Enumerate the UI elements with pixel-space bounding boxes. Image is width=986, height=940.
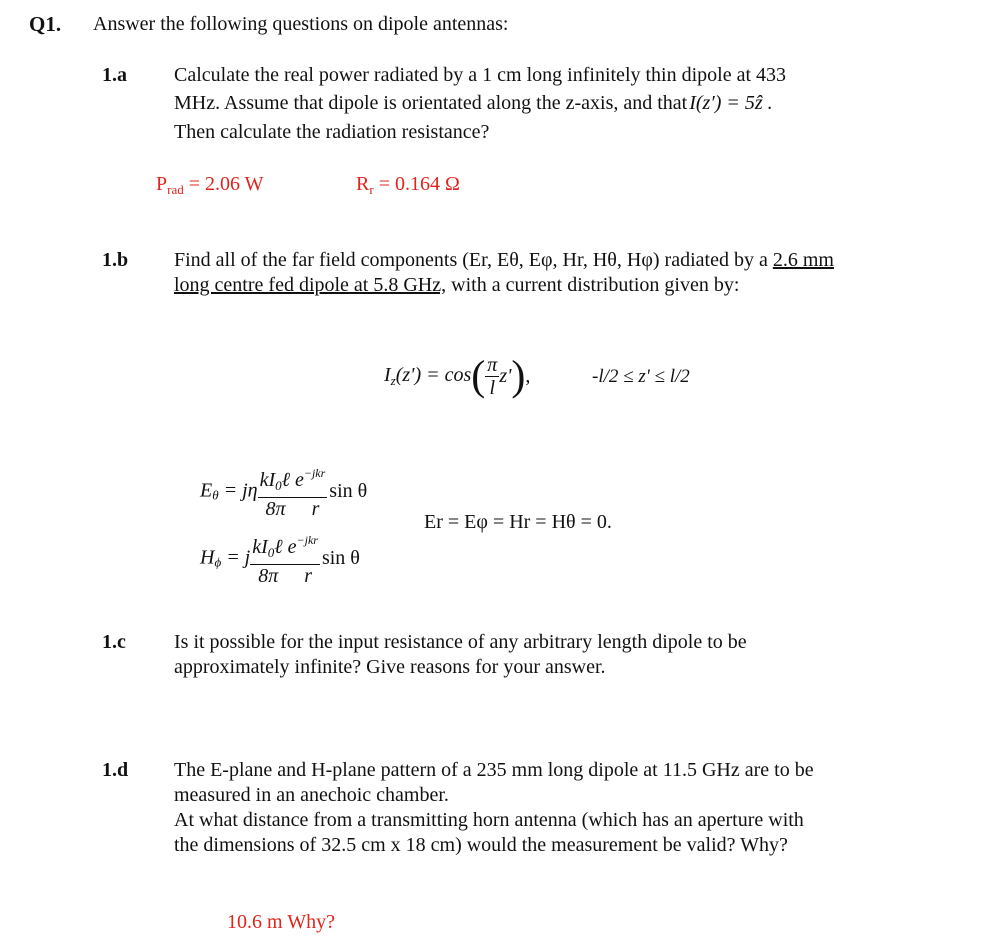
etheta-num-sup: −jkr [303, 466, 326, 480]
hphi-lhs: H [200, 546, 215, 569]
question-number: Q1. [29, 12, 62, 36]
etheta-num-rest: ℓ e [281, 469, 304, 491]
hphi-sin: sin θ [321, 546, 360, 569]
q1d-line3: At what distance from a transmitting horn antenna (which has an aperture with [174, 809, 804, 831]
etheta-den-right: r [311, 498, 320, 520]
hphi-num-rest: ℓ e [274, 536, 297, 558]
rr-subscript: r [369, 182, 374, 197]
hphi-eq: = j [221, 546, 251, 569]
q1a-line3: Then calculate the radiation resistance? [174, 121, 490, 143]
q1b-length: 2.6 mm [772, 249, 834, 271]
hphi-den-left: 8π [258, 565, 279, 587]
etheta-sub: θ [212, 487, 219, 503]
q1d-line1: The E-plane and H-plane pattern of a 235 mm long dipole at 11.5 GHz are to be [174, 759, 814, 781]
q1d-answer: 10.6 m Why? [227, 911, 335, 933]
etheta-eq: = jη [218, 479, 258, 502]
prad-subscript: rad [167, 182, 184, 197]
q1d-line4: the dimensions of 32.5 cm x 18 cm) would the measurement be valid? Why? [174, 834, 788, 856]
hphi-num: kI [252, 536, 268, 558]
current-lhs: I [384, 364, 391, 387]
q1b-line1 [174, 248, 834, 273]
prad-symbol: P [156, 173, 168, 195]
pi-over-l [485, 354, 499, 399]
current-distribution-formula: $I_z(z') = \cos$( $\frac{\pi}{l}$ z'), [384, 353, 531, 400]
q1a-answer-prad [156, 172, 264, 202]
q1a-label: 1.a [102, 64, 127, 86]
hphi-frac [250, 529, 320, 587]
question-intro: Answer the following questions on dipole antennas: [93, 13, 509, 35]
frac-var: z' [499, 365, 512, 387]
hphi-num-sub: 0 [267, 545, 275, 560]
etheta-lhs: E [200, 479, 213, 502]
q1c-line1: Is it possible for the input resistance of any arbitrary length dipole to be [174, 631, 747, 653]
rr-value: = 0.164 Ω [373, 173, 460, 195]
hphi-sub: ϕ [214, 554, 222, 570]
q1a-line2-text: MHz. Assume that dipole is orientated along the z-axis, and that [174, 92, 688, 114]
etheta-frac [258, 462, 328, 520]
q1b-line1-prefix: Find all of the far field components (E [174, 249, 482, 271]
frac-den: l [489, 377, 496, 399]
q1c-label: 1.c [102, 631, 126, 653]
q1a-line2 [174, 91, 773, 116]
current-lhs-sub: z [390, 373, 396, 389]
q1b-dipole-spec: long centre fed dipole at 5.8 GHz, [174, 274, 447, 296]
etheta-den-left: 8π [265, 498, 286, 520]
q1a-answer-rr [356, 172, 460, 202]
hphi-num-sup: −jkr [296, 533, 318, 547]
etheta-formula [200, 462, 367, 520]
etheta-sin: sin θ [329, 479, 368, 502]
etheta-num: kI [259, 469, 276, 491]
q1d-label: 1.d [102, 759, 129, 781]
zero-components: Er = Eφ = Hr = Hθ = 0. [424, 511, 612, 533]
q1a-line1: Calculate the real power radiated by a 1 cm long infinitely thin dipole at 433 [174, 64, 787, 86]
q1b-line2 [174, 273, 739, 298]
rr-symbol: R [356, 173, 370, 195]
q1b-line2-rest: with a current distribution given by: [446, 274, 740, 296]
prad-value: = 2.06 W [183, 173, 264, 195]
hphi-den-right: r [304, 565, 313, 587]
hphi-formula [200, 529, 360, 587]
etheta-num-sub: 0 [275, 478, 282, 493]
current-range: -l/2 ≤ z' ≤ l/2 [592, 366, 690, 387]
frac-num: π [487, 354, 498, 376]
q1b-components: r, Eθ, Eφ, Hr, Hθ, Hφ [481, 249, 653, 271]
q1a-current-formula: I(z′) = 5ẑ . [689, 92, 773, 114]
q1d-line2: measured in an anechoic chamber. [174, 784, 449, 806]
q1c-line2: approximately infinite? Give reasons for your answer. [174, 656, 606, 678]
current-arg: (z') = cos [395, 364, 472, 387]
q1b-line1-suffix: ) radiated by a [652, 249, 773, 271]
q1b-label: 1.b [102, 249, 129, 271]
